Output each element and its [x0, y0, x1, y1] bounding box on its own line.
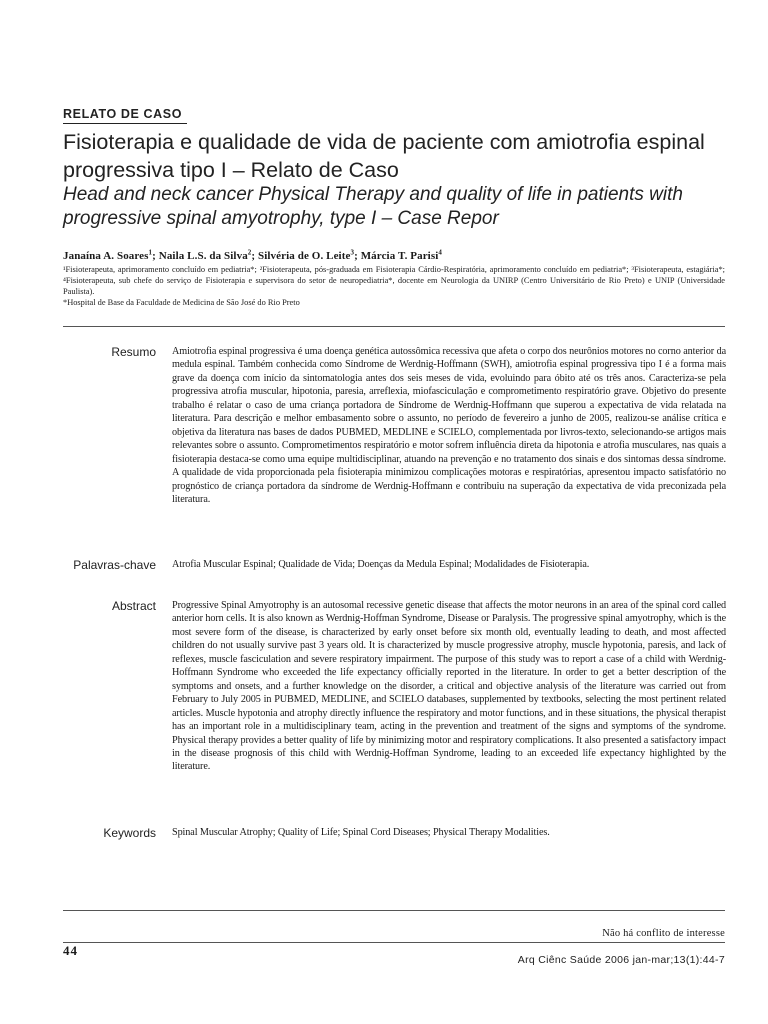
- abstract-text: Progressive Spinal Amyotrophy is an autosomal recessive genetic disease that affects the motor neurons in an area of the spinal cord called anterior horn cells. It is also known as Werdnig-Hoffman Syndrome, Disease or Paralysis. The progressive spinal amyotrophy, which is the most severe form of the disease, is characterized by early onset before six month old, eventually leading to death, and most affected children do not usually survive past 3 years old. It is characterized by muscle progressive atrophy, muscle hypotonia, paresis, and lack of reflexes, muscle fasciculation and severe respiratory impairment. The purpose of this study was to report a case of a child with Werdnig-Hoffmann Syndrome who exceeded the life expectancy officially reported in the literature. In order to get a better description of the symptoms and onsets, and a further knowledge on the disorder, a critical and objective analysis of the literature was carried out from February to July 2005 in PUBMED, MEDLINE, and SCIELO databases, supplemented by textbooks, selecting the most pertinent related articles. Muscle hypotonia and atrophy directly influence the respiratory and motor functions, and in these situations, the physical therapist has an important role in a multidisciplinary team, acting in the prevention and treatment of the signs and symptoms of the syndrome. Physical therapy provides a better quality of life by minimizing motor and respiratory complications. It also presented a satisfactory impact in the disease prognosis of this child with Werdnig-Hoffman Syndrome, leading to an exceeded life expectancy highlighted by the literature.: [172, 600, 726, 773]
- palavras-chave-label: Palavras-chave: [73, 558, 156, 572]
- author: Márcia T. Parisi$^4$: [360, 248, 442, 262]
- section-label-underline: [63, 123, 187, 124]
- keywords-label: Keywords: [103, 826, 156, 840]
- conflict-of-interest-note: Não há conflito de interesse: [602, 928, 725, 939]
- footer-divider: [63, 910, 725, 911]
- article-title-english: Head and neck cancer Physical Therapy and quality of life in patients with progressive spinal amyotrophy, type I – Case Repor: [63, 184, 683, 229]
- page-number: 44: [63, 943, 78, 958]
- author-list: [63, 248, 743, 262]
- journal-citation: Arq Ciênc Saúde 2006 jan-mar;13(1):44-7: [517, 954, 725, 966]
- affiliation-line: *Hospital de Base da Faculdade de Medicina de São José do Rio Preto: [63, 298, 300, 307]
- palavras-chave-text: Atrofia Muscular Espinal; Qualidade de Vida; Doenças da Medula Espinal; Modalidades de Fisioterapia.: [172, 559, 590, 570]
- author: Naila L.S. da Silva$^2$;: [158, 248, 259, 262]
- page-footer-rule: [63, 942, 725, 943]
- abstract-label: Abstract: [111, 599, 156, 613]
- resumo-text: Amiotrofia espinal progressiva é uma doença genética autossômica recessiva que afeta o corpo dos neurônios motores no corno anterior da medula espinal. Também conhecida como Síndrome de Werdnig-Hoffmann (SWH), amiotrofia espinal progressiva tipo I é a forma mais grave da doença com início da sintomatologia antes dos seis meses de vida, evoluindo para óbito até os três anos. Caracteriza-se pela progressiva atrofia muscular, hipotonia, paresia, arreflexia, miofasciculação e comprometimento respiratório grave. Objetivo do presente trabalho é relatar o caso de uma criança portadora de Síndrome de Werdnig-Hoffmann que superou a expectativa de vida relatada na literatura. Para descrição e melhor embasamento sobre o assunto, no período de fevereiro a junho de 2005, realizou-se análise crítica e objetiva da literatura nas bases de dados PUBMED, MEDLINE e SCIELO, complementada por livros-texto, selecionando-se artigos mais relevantes sobre o assunto. Comprometimentos respiratório e motor sofrem influência direta da hipotonia e atrofia musculares, nas quais a fisioterapia destaca-se como uma equipe multidisciplinar, atuando na prevenção e no tratamento dos sinais e dos sintomas dessa síndrome. A qualidade de vida proporcionada pela fisioterapia minimizou complicações motoras e respiratórias, apresentou impacto satisfatório no prognóstico de criança portadora da síndrome de Werdnig-Hoffmann e contribuiu na superação da expectativa de vida preconizada pela literatura.: [172, 346, 726, 505]
- resumo-label: Resumo: [111, 345, 156, 359]
- keywords-text: Spinal Muscular Atrophy; Quality of Life; Spinal Cord Diseases; Physical Therapy Modalities.: [172, 827, 550, 838]
- affiliation-line: ¹Fisioterapeuta, aprimoramento concluído em pediatria*; ²Fisioterapeuta, pós-graduada em Fisioterapia Cárdio-Respiratória, aprimoramento concluído em pediatria*; ³Fisioterapeuta, estagiária*; ⁴Fisioterapeuta, sub chefe do serviço de Fisioterapia e supervisora do setor de neuropediatria*, docente em Neurologia da UNIRP (Centro Universitário de Rio Preto) e UNIP (Universidade Paulista).: [63, 265, 725, 296]
- article-title-portuguese: Fisioterapia e qualidade de vida de paciente com amiotrofia espinal progressiva tipo I – Relato de Caso: [63, 130, 705, 182]
- section-label: RELATO DE CASO: [63, 107, 183, 121]
- author: Janaína A. Soares$^1$;: [63, 248, 159, 262]
- author: Silvéria de O. Leite$^3$;: [258, 248, 361, 262]
- author-affiliations: [63, 264, 725, 308]
- header-divider: [63, 326, 725, 327]
